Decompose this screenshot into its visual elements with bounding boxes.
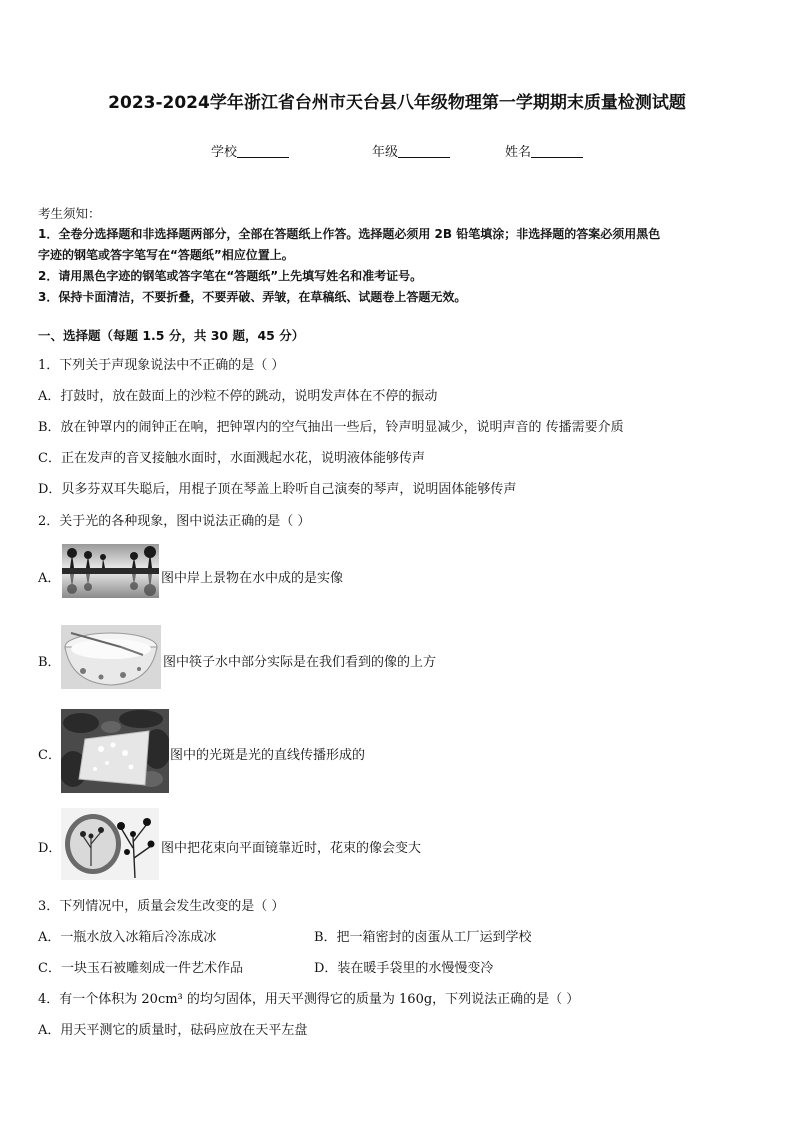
- student-info-line: [0, 141, 794, 161]
- q2-option-b-text: 图中筷子水中部分实际是在我们看到的像的上方: [163, 655, 437, 670]
- q3-option-c: C．一块玉石被雕刻成一件艺术作品: [38, 961, 243, 976]
- notice-heading: 考生须知：: [38, 206, 101, 221]
- q2-stem: 2．关于光的各种现象，图中说法正确的是（ ）: [38, 514, 311, 529]
- chopstick-bowl-photo: [61, 625, 161, 689]
- grade-label: 年级: [372, 145, 399, 160]
- grade-blank[interactable]: [398, 143, 450, 158]
- q4-stem: 4．有一个体积为 20cm³ 的均匀固体，用天平测得它的质量为 160g，下列说法正确的是（ ）: [38, 992, 580, 1007]
- q3-option-a: A．一瓶水放入冰箱后冷冻成冰: [38, 930, 217, 945]
- q2-option-d-text: 图中把花束向平面镜靠近时，花束的像会变大: [161, 841, 422, 856]
- q3-option-b: B．把一箱密封的卤蛋从工厂运到学校: [314, 930, 532, 945]
- q3-options-row-2: [38, 957, 494, 976]
- q1-option-b: B．放在钟罩内的闹钟正在响，把钟罩内的空气抽出一些后，铃声明显减少，说明声音的 传播需要介质: [38, 420, 624, 435]
- q3-option-d: D．装在暖手袋里的水慢慢变冷: [314, 961, 494, 976]
- flower-mirror-photo: [61, 808, 159, 880]
- grade-field: [372, 141, 450, 160]
- q3-stem: 3．下列情况中，质量会发生改变的是（ ）: [38, 899, 285, 914]
- q2-option-b-letter: B．: [38, 655, 61, 670]
- notice-item: 字迹的钢笔或答字笔写在“答题纸”相应位置上。: [38, 248, 294, 262]
- q1-option-c: C．正在发声的音叉接触水面时，水面溅起水花，说明液体能够传声: [38, 451, 425, 466]
- q1-stem: 1．下列关于声现象说法中不正确的是（ ）: [38, 358, 285, 373]
- school-blank[interactable]: [237, 143, 289, 158]
- notice-item: 1．全卷分选择题和非选择题两部分，全部在答题纸上作答。选择题必须用 2B 铅笔填涂；非选择题的答案必须用黑色: [38, 227, 661, 241]
- name-blank[interactable]: [531, 143, 583, 158]
- name-label: 姓名: [505, 145, 532, 160]
- candidate-notice: [38, 203, 760, 308]
- q3-options-row-1: [38, 926, 532, 945]
- reflection-photo: [62, 544, 159, 598]
- section-heading: 一、选择题（每题 1.5 分，共 30 题，45 分）: [38, 328, 305, 343]
- q2-option-c-letter: C．: [38, 748, 61, 763]
- q2-option-d-letter: D．: [38, 841, 62, 856]
- light-spots-photo: [61, 709, 169, 793]
- q2-option-a-letter: A．: [38, 571, 61, 586]
- school-field: [211, 141, 289, 160]
- page-title: 2023-2024学年浙江省台州市天台县八年级物理第一学期期末质量检测试题: [108, 93, 686, 113]
- notice-item: 2．请用黑色字迹的钢笔或答字笔在“答题纸”上先填写姓名和准考证号。: [38, 269, 423, 283]
- q1-option-d: D．贝多芬双耳失聪后，用棍子顶在琴盖上聆听自己演奏的琴声，说明固体能够传声: [38, 482, 517, 497]
- name-field: [505, 141, 583, 160]
- q2-option-c-text: 图中的光斑是光的直线传播形成的: [170, 748, 366, 763]
- q4-option-a: A．用天平测它的质量时，砝码应放在天平左盘: [38, 1023, 308, 1038]
- school-label: 学校: [211, 145, 238, 160]
- q2-option-a-text: 图中岸上景物在水中成的是实像: [161, 571, 344, 586]
- q1-option-a: A．打鼓时，放在鼓面上的沙粒不停的跳动，说明发声体在不停的振动: [38, 389, 438, 404]
- notice-item: 3．保持卡面清洁，不要折叠，不要弄破、弄皱，在草稿纸、试题卷上答题无效。: [38, 290, 467, 304]
